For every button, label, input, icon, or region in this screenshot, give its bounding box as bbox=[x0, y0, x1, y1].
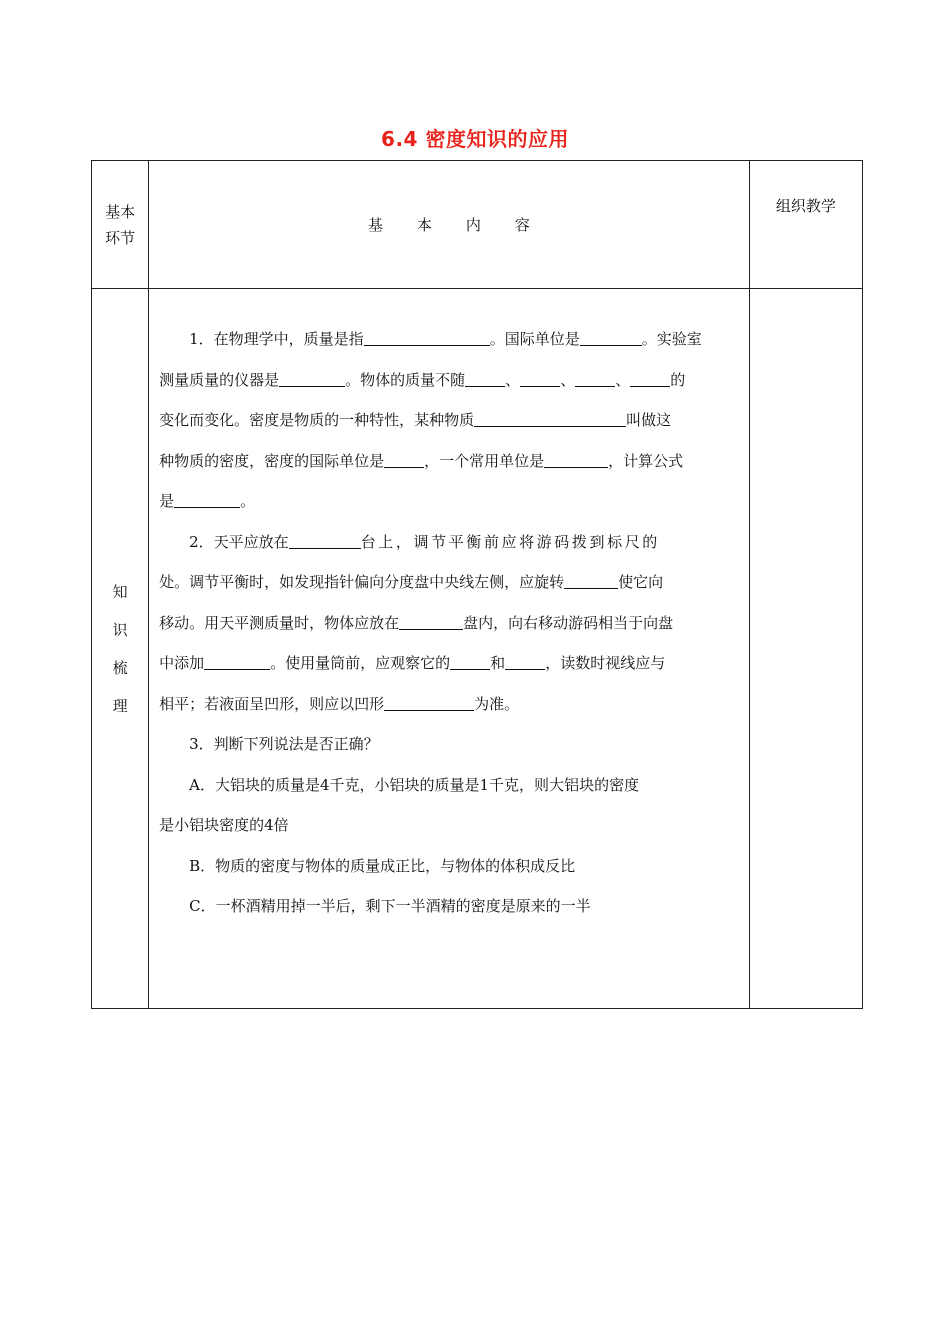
header-content-char: 本 bbox=[416, 216, 432, 234]
text: ，一个常用单位是 bbox=[424, 451, 545, 470]
text: 。实验室 bbox=[641, 330, 702, 348]
text: ，计算公式 bbox=[608, 451, 684, 470]
answer-blank[interactable] bbox=[364, 330, 490, 346]
q3-option-a-cont: 是小铝块密度的4倍 bbox=[159, 816, 289, 834]
answer-blank[interactable] bbox=[544, 452, 608, 468]
text: 的 bbox=[670, 370, 686, 389]
q2-line bbox=[159, 603, 741, 644]
answer-blank[interactable] bbox=[289, 533, 361, 549]
q1-line bbox=[159, 360, 741, 401]
text: 中添加 bbox=[159, 654, 205, 672]
header-stage-line2: 环节 bbox=[105, 228, 136, 247]
answer-blank[interactable] bbox=[505, 654, 545, 670]
section-label-char: 识 bbox=[112, 620, 128, 639]
section-label-char: 梳 bbox=[112, 658, 128, 677]
answer-blank[interactable] bbox=[384, 452, 424, 468]
text: 测量质量的仪器是 bbox=[159, 370, 280, 389]
answer-blank[interactable] bbox=[204, 654, 270, 670]
answer-blank[interactable] bbox=[384, 695, 474, 711]
text: 1．在物理学中，质量是指 bbox=[189, 330, 364, 348]
q1-line bbox=[159, 441, 741, 482]
answer-blank[interactable] bbox=[474, 411, 626, 427]
page-title: 6.4 密度知识的应用 bbox=[381, 127, 569, 151]
q2-line bbox=[159, 684, 741, 725]
knowledge-content bbox=[149, 289, 750, 1009]
header-row bbox=[92, 161, 863, 289]
text: 是 bbox=[159, 492, 175, 510]
q2-line bbox=[159, 522, 741, 563]
q3-option-c: C．一杯酒精用掉一半后，剩下一半酒精的密度是原来的一半 bbox=[189, 897, 591, 915]
section-label bbox=[92, 289, 149, 1009]
text: 盘内，向右移动游码相当于向盘 bbox=[463, 613, 674, 632]
lesson-table bbox=[91, 160, 863, 1009]
text: 。物体的质量不随 bbox=[345, 370, 466, 389]
q2-line bbox=[159, 643, 741, 684]
answer-blank[interactable] bbox=[399, 614, 463, 630]
header-content-char: 基 bbox=[367, 216, 383, 234]
header-content-char: 内 bbox=[465, 216, 481, 234]
text: 。国际单位是 bbox=[489, 330, 580, 348]
header-content-char: 容 bbox=[514, 216, 530, 234]
text: 相平；若液面呈凹形，则应以凹形 bbox=[159, 694, 385, 713]
text: 移动。用天平测质量时，物体应放在 bbox=[159, 613, 400, 632]
section-label-char: 知 bbox=[112, 582, 128, 601]
text: 。使用量筒前，应观察它的 bbox=[270, 654, 451, 672]
header-organization: 组织教学 bbox=[749, 161, 862, 289]
text: 使它向 bbox=[618, 573, 664, 591]
text: 台上，调节平衡前应将游码拨到标尺的 bbox=[360, 532, 660, 551]
answer-blank[interactable] bbox=[580, 330, 642, 346]
answer-blank[interactable] bbox=[279, 371, 345, 387]
text: 和 bbox=[490, 654, 506, 672]
text: 叫做这 bbox=[626, 411, 672, 429]
answer-blank[interactable] bbox=[174, 492, 240, 508]
text: 。 bbox=[240, 492, 256, 510]
text: 、 bbox=[560, 370, 576, 389]
header-content bbox=[149, 161, 750, 289]
header-stage-line1: 基本 bbox=[105, 202, 136, 221]
q3-option-a: A．大铝块的质量是4千克，小铝块的质量是1千克，则大铝块的密度 bbox=[189, 775, 640, 794]
text: 、 bbox=[505, 370, 521, 389]
text: 2．天平应放在 bbox=[189, 532, 289, 551]
knowledge-row bbox=[92, 289, 863, 1009]
answer-blank[interactable] bbox=[520, 371, 560, 387]
q1-line bbox=[159, 400, 741, 441]
answer-blank[interactable] bbox=[564, 573, 618, 589]
text: 种物质的密度，密度的国际单位是 bbox=[159, 451, 385, 470]
organization-cell bbox=[749, 289, 862, 1009]
text: 变化而变化。密度是物质的一种特性，某种物质 bbox=[159, 411, 475, 429]
answer-blank[interactable] bbox=[630, 371, 670, 387]
q1-line bbox=[159, 481, 741, 522]
q3-heading: 3．判断下列说法是否正确？ bbox=[189, 735, 379, 753]
q2-line bbox=[159, 562, 741, 603]
text: 、 bbox=[615, 370, 631, 389]
q3-option-b: B．物质的密度与物体的质量成正比，与物体的体积成反比 bbox=[189, 856, 576, 875]
text: ，读数时视线应与 bbox=[545, 654, 666, 672]
text: 为准。 bbox=[474, 694, 520, 713]
answer-blank[interactable] bbox=[450, 654, 490, 670]
text: 处。调节平衡时，如发现指针偏向分度盘中央线左侧，应旋转 bbox=[159, 573, 565, 591]
answer-blank[interactable] bbox=[465, 371, 505, 387]
header-stage bbox=[92, 161, 149, 289]
answer-blank[interactable] bbox=[575, 371, 615, 387]
section-label-char: 理 bbox=[112, 696, 128, 715]
q1-line bbox=[159, 319, 741, 360]
